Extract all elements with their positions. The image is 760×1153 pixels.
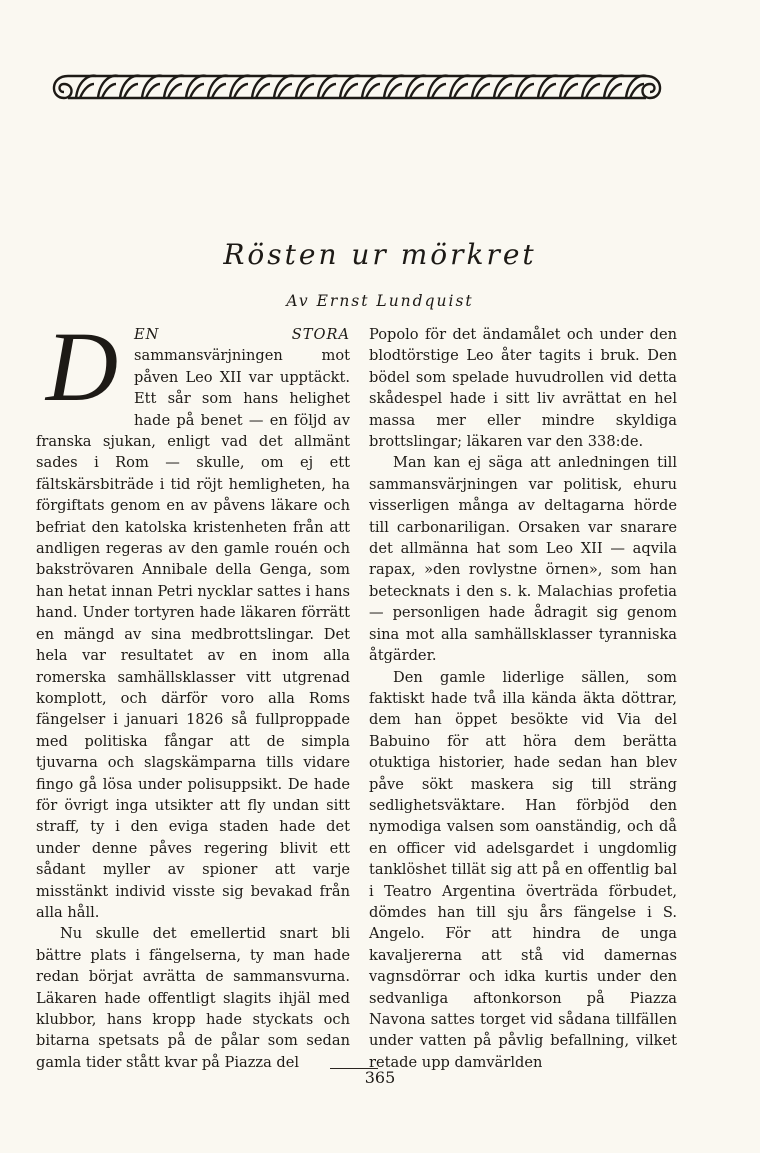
ornament-twist [520, 84, 534, 98]
ornament-twist [410, 84, 424, 98]
ornament-twist [212, 84, 226, 98]
ornament-twist [608, 84, 622, 98]
ornament-twist [322, 84, 336, 98]
paragraph [36, 311, 351, 923]
ornament-curl [643, 76, 661, 98]
ornament-twist [476, 84, 490, 98]
ornament-twist [542, 84, 556, 98]
ornament-twist [102, 84, 116, 98]
ornament-twist [366, 84, 380, 98]
ornament-twist [300, 84, 314, 98]
article-byline: Av Ernst Lundquist [286, 292, 474, 310]
ornament-curl [54, 76, 72, 98]
ornament-twist [190, 84, 204, 98]
ornament-twist [256, 84, 270, 98]
lead-words: EN STORA [134, 326, 350, 343]
decorative-rope-border [46, 70, 668, 104]
paragraph: Man kan ej säga att anledningen till sammansvärjningen var politisk, ehuru visserligen många av deltagarna hörde till carbonariligan. Orsaken var snarare det allmänna hat som Leo XII — aqvila rapax, »den rovlystne örnen», som han betecknats i den s. k. Malachias profetia — personligen hade ådragit sig genom sina mot alla samhällsklasser tyranniska åtgärder. [369, 454, 677, 665]
ornament-twist [498, 84, 512, 98]
ornament-twist [388, 84, 402, 98]
paragraph-text: sammansvärjningen mot påven Leo XII var upptäckt. Ett sår som hans helighet hade på benet — en följd av franska sjukan, enligt vad det allmänt sades i Rom — skulle, om ej ett fältskärsbiträde i tid röjt hemligheten, ha förgiftats genom en av påvens läkare och befriat den katolska kristenheten från att andligen regeras av den gamle rouén och bakströvaren Annibale della Genga, som han hetat innan Petri nycklar sattes i hans hand. Under tortyren hade läkaren förrätt en mängd av sina medbrottslingar. Det hela var resultatet av en inom alla romerska samhällsklasser vitt utgrenad komplott, och därför voro alla Roms fängelser i januari 1826 så fullproppade med politiska fångar att de simpla tjuvarna och slagskämparna tills vidare fingo gå lösa under polisuppsikt. De hade för övrigt inga utsikter att fly undan sitt straff, ty i den eviga staden hade det under denne påves regering blivit ett sådant myller av spioner att varje misstänkt individ visste sig bevakad från alla håll. [36, 347, 351, 921]
ornament-twist [168, 84, 182, 98]
right-column [369, 324, 677, 1073]
page-number: 365 [364, 1068, 396, 1087]
paragraph: Den gamle liderlige sällen, som faktiskt hade två illa kända äkta döttrar, dem han öppet besökte vid Via del Babuino för att höra dem berätta otuktiga historier, hade sedan han blev påve sökt maskera sig till sträng sedlighetsväktare. Han förbjöd den nymodiga valsen som oanständig, och då en officer vid adelsgardet i ungdomlig tanklöshet tillät sig att på en offentlig bal i Teatro Argentina överträda förbudet, dömdes han till sju års fängelse i S. Angelo. För att hindra de unga kavaljererna att stå vid damernas vagnsdörrar och idka kurtis under den sedvanliga aftonkorson på Piazza Navona sattes torget vid sådana tillfällen under vatten på påvlig befallning, vilket retade upp damvärlden [369, 668, 677, 1071]
ornament-twist [234, 84, 248, 98]
ornament-twist [124, 84, 138, 98]
ornament-twist [586, 84, 600, 98]
left-column [36, 311, 351, 1073]
ornament-twist [80, 84, 94, 98]
article-title: Rösten ur mörkret [223, 238, 537, 271]
ornament-twist [564, 84, 578, 98]
ornament-twist [278, 84, 292, 98]
ornament-twist [432, 84, 446, 98]
ornament-twist [146, 84, 160, 98]
ornament-twist [454, 84, 468, 98]
drop-cap: D [45, 311, 119, 422]
paragraph: Nu skulle det emellertid snart bli bättre plats i fängelserna, ty man hade redan börjat avrätta de sammansvurna. Läkaren hade offentligt slagits ihjäl med klubbor, hans kropp hade styckats och bitarna spetsats på de pålar som sedan gamla tider stått kvar på Piazza del [36, 925, 350, 1071]
paragraph: Popolo för det ändamålet och under den blodtörstige Leo åter tagits i bruk. Den bödel som spelade huvudrollen vid detta skådespel hade i sitt liv avrättat en hel massa mer eller mindre skyldiga brottslingar; läkaren var den 338:de. [369, 326, 677, 451]
ornament-twist [344, 84, 358, 98]
